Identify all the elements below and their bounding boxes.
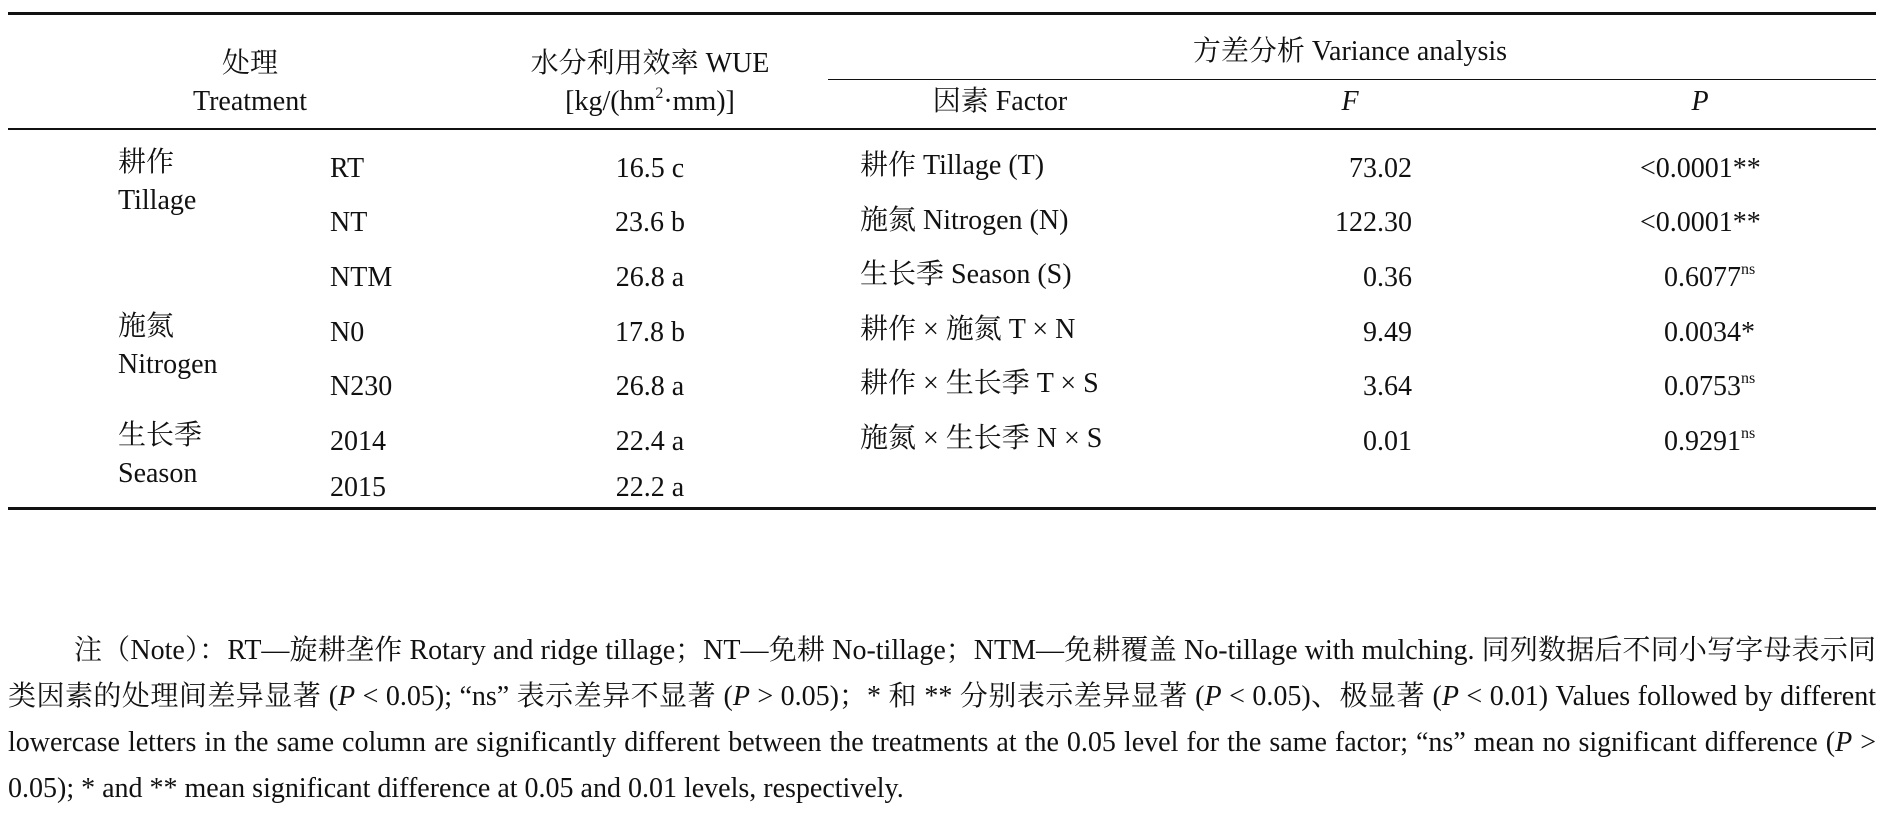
anova-factor-n-x-s: 施氮 × 生长季 N × S (860, 423, 1103, 454)
wue-2015: 22.2 a (615, 472, 685, 503)
wue-n0: 17.8 b (615, 317, 685, 348)
level-2014: 2014 (330, 426, 386, 457)
header-variance-analysis: 方差分析 Variance analysis (1192, 36, 1508, 67)
group-label-season-zh: 生长季 (118, 420, 203, 451)
anova-f-t-x-s: 3.64 (1363, 371, 1412, 402)
wue-nt: 23.6 b (615, 207, 685, 238)
header-p: P (1691, 86, 1709, 117)
anova-f-n-x-s: 0.01 (1363, 426, 1412, 457)
header-factor: 因素 Factor (932, 86, 1068, 117)
level-nt: NT (330, 207, 368, 238)
variance-span-rule (828, 79, 1876, 80)
wue-rt: 16.5 c (615, 153, 685, 184)
anova-f-nitrogen: 122.30 (1335, 207, 1412, 238)
anova-p-season: $0.6077^{ns}$ (1664, 261, 1756, 293)
anova-factor-t-x-n: 耕作 × 施氮 T × N (860, 314, 1076, 345)
anova-factor-season: 生长季 Season (S) (860, 259, 1072, 290)
bottom-rule (8, 507, 1876, 510)
anova-factor-t-x-s: 耕作 × 生长季 T × S (860, 368, 1099, 399)
group-label-nitrogen-zh: 施氮 (118, 311, 175, 342)
anova-f-season: 0.36 (1363, 262, 1412, 293)
header-treatment-en: Treatment (192, 86, 308, 117)
anova-f-t-x-n: 9.49 (1363, 317, 1412, 348)
anova-f-tillage: 73.02 (1349, 153, 1412, 184)
anova-factor-nitrogen: 施氮 Nitrogen (N) (860, 205, 1069, 236)
header-treatment-zh: 处理 (221, 48, 278, 79)
group-label-tillage-zh: 耕作 (118, 147, 175, 178)
anova-p-n-x-s: $0.9291^{ns}$ (1664, 425, 1756, 457)
wue-n230: 26.8 a (615, 371, 685, 402)
anova-p-t-x-s: $0.0753^{ns}$ (1664, 370, 1756, 402)
group-label-tillage-en: Tillage (118, 185, 197, 216)
group-label-nitrogen-en: Nitrogen (118, 349, 218, 380)
level-n230: N230 (330, 371, 393, 402)
level-ntm: NTM (330, 262, 393, 293)
wue-2014: 22.4 a (615, 426, 685, 457)
level-n0: N0 (330, 317, 365, 348)
header-wue-unit: $[kg/(hm^2\cdot mm)]$ (565, 85, 735, 117)
anova-p-tillage: <0.0001** (1640, 153, 1761, 184)
top-rule (8, 12, 1876, 15)
level-rt: RT (330, 153, 365, 184)
header-bottom-rule (8, 128, 1876, 130)
anova-p-t-x-n: 0.0034* (1664, 317, 1755, 348)
anova-p-nitrogen: <0.0001** (1640, 207, 1761, 238)
table-footnote: 注（Note）：RT—旋耕垄作 Rotary and ridge tillage；NT—免耕 No-tillage；NTM—免耕覆盖 No-tillage with mulching. 同列数据后不同小写字母表示同类因素的处理间差异显著 (P < 0.05); “ns” 表示差异不显著 (P > 0.05)；* 和 ** 分别表示差异显著 (P < 0.05)、极显著 (P < 0.01) Values followed by different lowercase letters in the same column are significantly different between the treatments at the 0.05 level for the same factor; “ns” mean no significant difference (P > 0.05); * and ** mean significant difference at 0.05 and 0.01 levels, respectively. (8, 635, 1876, 804)
header-f: F (1341, 86, 1359, 117)
header-wue-title: 水分利用效率 WUE (530, 48, 770, 79)
wue-ntm: 26.8 a (615, 262, 685, 293)
anova-factor-tillage: 耕作 Tillage (T) (860, 150, 1045, 181)
group-label-season-en: Season (118, 458, 198, 489)
level-2015: 2015 (330, 472, 386, 503)
